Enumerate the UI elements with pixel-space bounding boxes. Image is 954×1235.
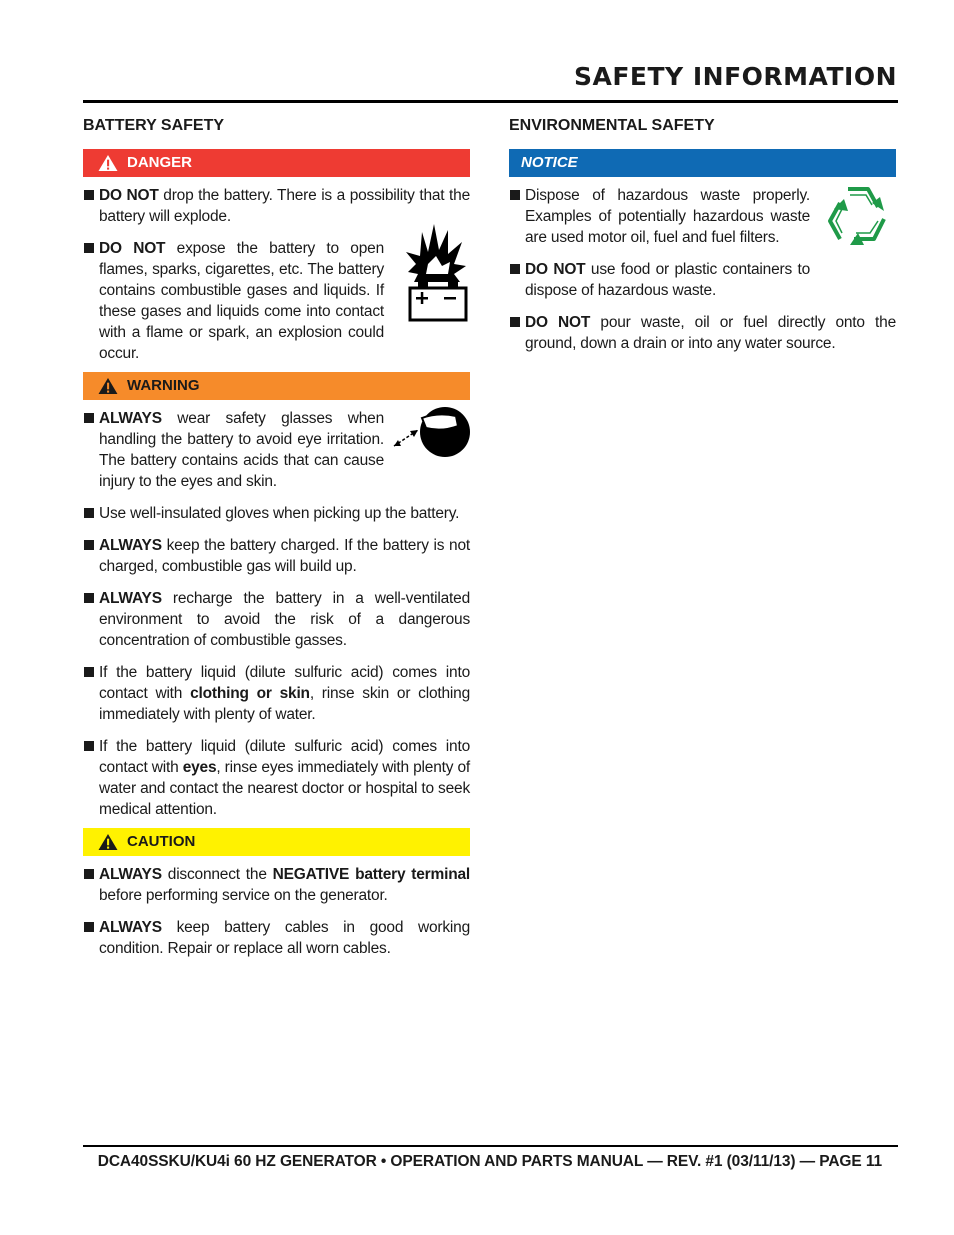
danger-label: DANGER: [127, 154, 193, 171]
notice-banner: [509, 149, 896, 177]
item-text: , rinse eyes immediately with plenty of water and contact the nearest doctor or hospital to seek medical attention.: [99, 759, 470, 818]
list-item: [83, 535, 470, 577]
notice-label: NOTICE: [521, 154, 578, 171]
item-emphasis: ALWAYS: [99, 919, 162, 936]
warning-triangle-icon: [97, 377, 119, 395]
item-emphasis: eyes: [182, 759, 217, 776]
list-item: [83, 503, 470, 524]
caution-list: [83, 864, 470, 959]
list-item: [509, 259, 896, 301]
list-item: [83, 185, 470, 227]
item-text: wear safety glasses when handling the battery to avoid eye irritation. The battery contains acids that can cause injury to the eyes and skin.: [99, 410, 384, 490]
list-item: [83, 917, 470, 959]
warning-banner: [83, 372, 470, 400]
environmental-safety-column: [509, 110, 896, 354]
item-emphasis: ALWAYS: [99, 866, 162, 883]
item-text: Use well-insulated gloves when picking up the battery.: [99, 505, 460, 522]
list-item: [83, 864, 470, 906]
caution-banner: [83, 828, 470, 856]
bullet-square-icon: [84, 508, 94, 518]
item-text: before performing service on the generator.: [99, 887, 388, 904]
item-emphasis: DO NOT: [99, 240, 166, 257]
recycle-icon: [820, 181, 896, 255]
bullet-square-icon: [84, 922, 94, 932]
item-emphasis: ALWAYS: [99, 537, 162, 554]
battery-explosion-icon: [404, 222, 470, 332]
item-text: pour waste, oil or fuel directly onto the ground, down a drain or into any water source.: [525, 314, 896, 352]
page-title: SAFETY INFORMATION: [574, 62, 897, 91]
item-text: recharge the battery in a well-ventilated environment to avoid the risk of a dangerous concentration of combustible gasses.: [99, 590, 470, 649]
bullet-square-icon: [510, 317, 520, 327]
bullet-square-icon: [84, 413, 94, 423]
item-emphasis: ALWAYS: [99, 410, 162, 427]
footer-rule: [83, 1145, 898, 1147]
item-text: If the battery liquid (dilute sulfuric acid) comes into contact with: [99, 664, 470, 702]
item-emphasis: NEGATIVE battery terminal: [272, 866, 470, 883]
item-text: keep the battery charged. If the battery is not charged, combustible gas will build up.: [99, 537, 470, 575]
bullet-square-icon: [84, 869, 94, 879]
warning-list: [83, 408, 470, 820]
bullet-square-icon: [84, 190, 94, 200]
battery-safety-heading: BATTERY SAFETY: [83, 117, 225, 134]
bullet-square-icon: [510, 190, 520, 200]
notice-list: [509, 185, 896, 354]
list-item: [83, 662, 470, 725]
item-text: keep battery cables in good working condition. Repair or replace all worn cables.: [99, 919, 470, 957]
battery-safety-column: [83, 110, 470, 959]
bullet-square-icon: [84, 540, 94, 550]
item-text: drop the battery. There is a possibility that the battery will explode.: [99, 187, 470, 225]
bullet-square-icon: [84, 593, 94, 603]
page-footer: DCA40SSKU/KU4i 60 HZ GENERATOR • OPERATION AND PARTS MANUAL — REV. #1 (03/11/13) — PAGE 11: [97, 1153, 882, 1170]
item-emphasis: DO NOT: [99, 187, 159, 204]
item-emphasis: ALWAYS: [99, 590, 162, 607]
warning-triangle-icon: [97, 833, 119, 851]
bullet-square-icon: [84, 741, 94, 751]
danger-list: [83, 185, 470, 364]
list-item: [83, 736, 470, 820]
environmental-safety-heading: ENVIRONMENTAL SAFETY: [509, 117, 715, 134]
title-rule: [83, 100, 898, 103]
list-item: [509, 185, 896, 248]
list-item: [509, 312, 896, 354]
item-text: disconnect the: [161, 866, 273, 883]
item-emphasis: DO NOT: [525, 261, 586, 278]
bullet-square-icon: [510, 264, 520, 274]
list-item: [83, 408, 470, 492]
bullet-square-icon: [84, 243, 94, 253]
warning-label: WARNING: [127, 377, 200, 394]
item-text: expose the battery to open flames, sparks, cigarettes, etc. The battery contains combustible gases and liquids. If these gases and liquids come into contact with a flame or spark, an explosion could occur.: [99, 240, 384, 362]
danger-banner: [83, 149, 470, 177]
item-text: If the battery liquid (dilute sulfuric acid) comes into contact with: [99, 738, 470, 776]
item-text: , rinse skin or clothing immediately with plenty of water.: [99, 685, 470, 723]
bullet-square-icon: [84, 667, 94, 677]
item-text: Dispose of hazardous waste properly. Examples of potentially hazardous waste are used motor oil, fuel and fuel filters.: [525, 187, 810, 246]
warning-triangle-icon: [97, 154, 119, 172]
list-item: [83, 238, 470, 364]
caution-label: CAUTION: [127, 833, 196, 850]
item-emphasis: clothing or skin: [190, 685, 310, 702]
safety-glasses-icon: [392, 402, 470, 464]
item-text: use food or plastic containers to dispose of hazardous waste.: [525, 261, 811, 299]
item-emphasis: DO NOT: [525, 314, 591, 331]
list-item: [83, 588, 470, 651]
